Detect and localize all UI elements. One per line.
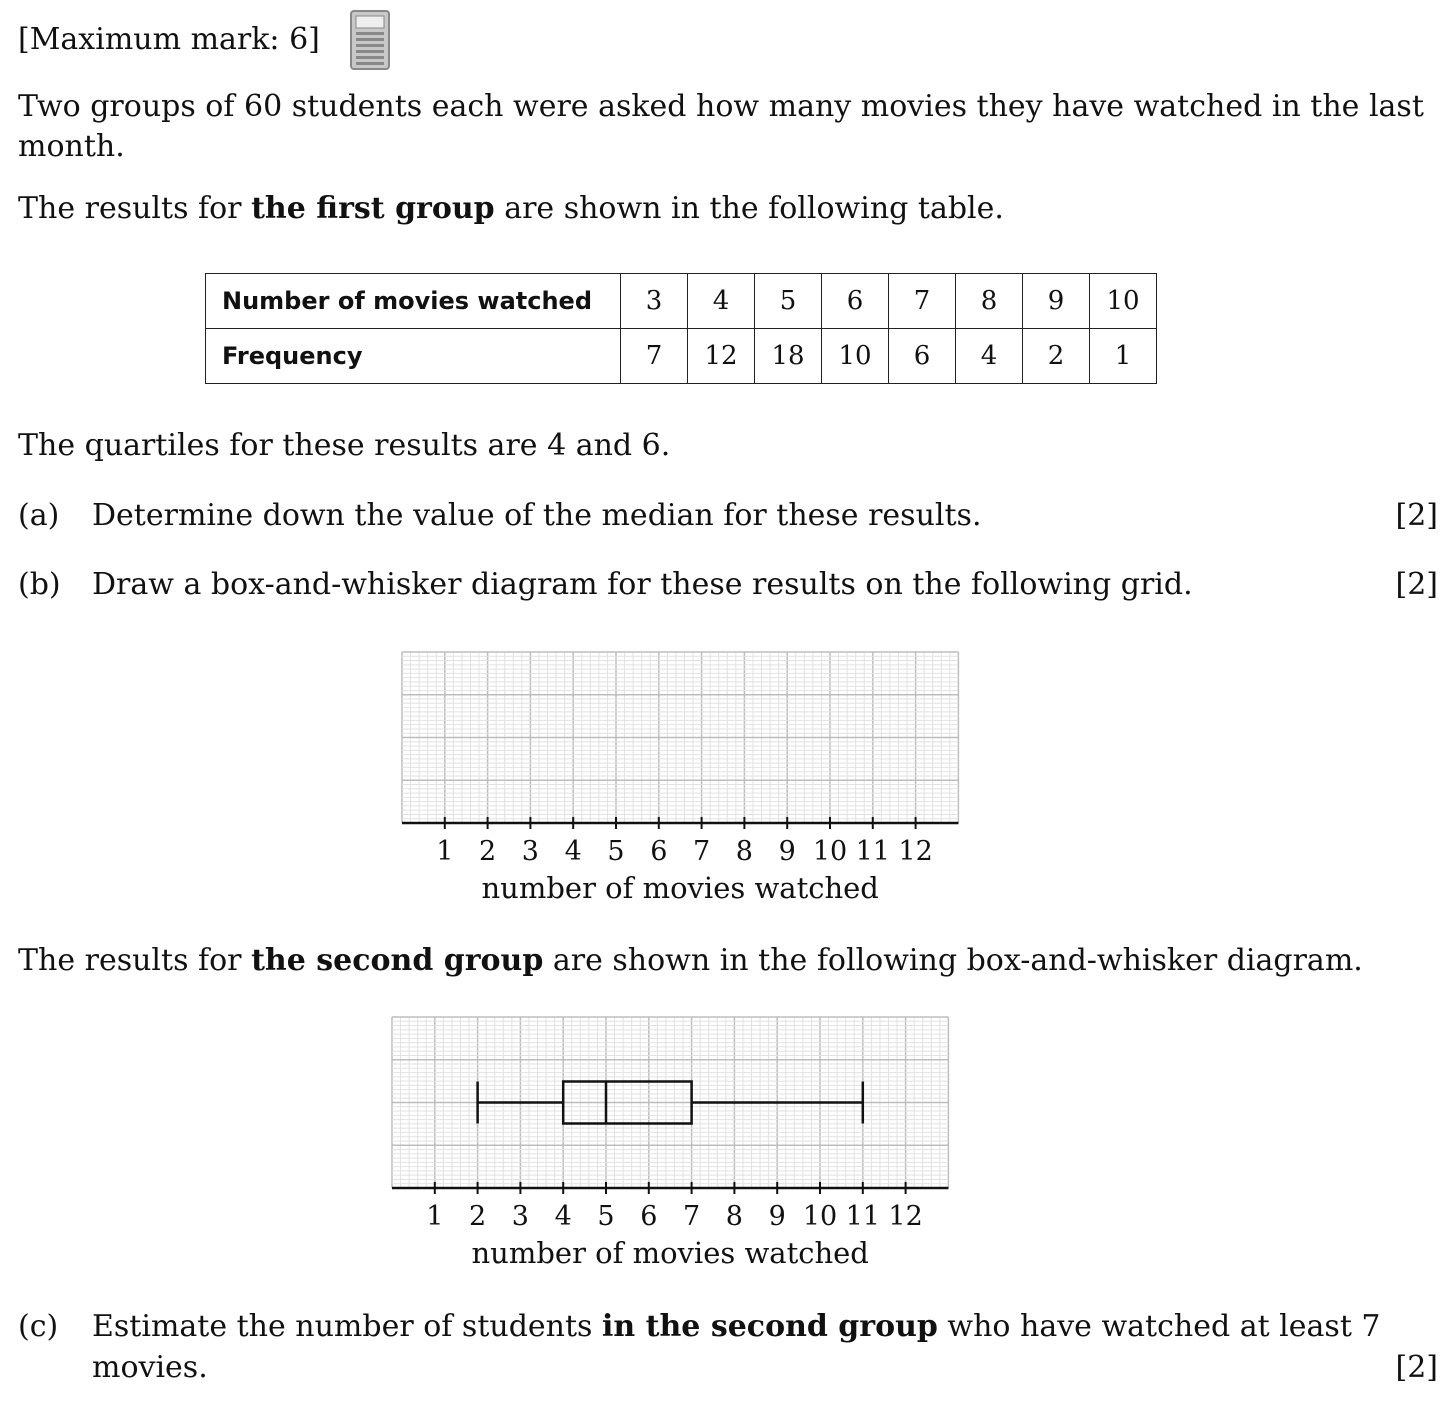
x-tick-label: 2	[479, 836, 497, 867]
part-c-post: who have watched at least 7	[937, 1309, 1381, 1344]
part-c-line-2: movies.	[92, 1350, 208, 1385]
table-cell: 4	[688, 274, 755, 329]
x-tick-label: 10	[802, 1201, 838, 1232]
x-tick-label: 6	[650, 836, 668, 867]
part-c-label: (c)	[18, 1309, 59, 1344]
table-cell: 6	[822, 274, 889, 329]
x-tick-label: 12	[898, 836, 933, 867]
second-group-boxplot	[370, 1005, 970, 1275]
table-cell: 8	[956, 274, 1023, 329]
table-cell: 10	[822, 329, 889, 384]
table-cell: 9	[1023, 274, 1090, 329]
table-cell: 12	[688, 329, 755, 384]
second-group-pre: The results for	[18, 943, 252, 978]
part-c-text	[92, 1307, 1381, 1347]
first-group-pre: The results for	[18, 191, 252, 226]
x-tick-label: 2	[469, 1201, 487, 1232]
x-tick-label: 4	[554, 1201, 572, 1232]
x-axis-label: number of movies watched	[481, 871, 879, 905]
intro-line-2: month.	[18, 129, 125, 164]
x-tick-label: 3	[521, 836, 539, 867]
quartiles-text: The quartiles for these results are 4 and 6.	[18, 428, 671, 463]
x-tick-label: 8	[725, 1201, 743, 1232]
x-tick-label: 7	[693, 836, 711, 867]
first-group-post: are shown in the following table.	[494, 191, 1004, 226]
frequency-table	[205, 273, 1157, 384]
intro-line-1: Two groups of 60 students each were asked how many movies they have watched in the last	[18, 89, 1424, 124]
row-label-movies: Number of movies watched	[206, 274, 621, 329]
empty-boxplot-grid[interactable]	[380, 640, 980, 910]
part-c-bold: in the second group	[601, 1309, 938, 1344]
table-cell: 3	[621, 274, 688, 329]
x-tick-label: 7	[683, 1201, 701, 1232]
table-cell: 6	[889, 329, 956, 384]
row-label-frequency: Frequency	[206, 329, 621, 384]
x-tick-label: 9	[768, 1201, 786, 1232]
maximum-mark: [Maximum mark: 6]	[18, 22, 320, 57]
table-cell: 10	[1090, 274, 1157, 329]
part-c-marks: [2]	[1395, 1350, 1438, 1385]
x-tick-label: 4	[564, 836, 582, 867]
part-a-label: (a)	[18, 498, 60, 533]
second-group-bold: the second group	[251, 943, 544, 978]
table-row-frequency	[206, 329, 1157, 384]
second-group-sentence	[18, 941, 1363, 981]
first-group-sentence	[18, 189, 1004, 229]
part-a-text: Determine down the value of the median for these results.	[92, 498, 982, 533]
x-axis-label: number of movies watched	[471, 1236, 869, 1270]
part-a-marks: [2]	[1395, 498, 1438, 533]
table-cell: 4	[956, 329, 1023, 384]
table-cell: 18	[755, 329, 822, 384]
part-b-marks: [2]	[1395, 567, 1438, 602]
table-cell: 7	[889, 274, 956, 329]
part-b-text: Draw a box-and-whisker diagram for these results on the following grid.	[92, 567, 1193, 602]
table-cell: 5	[755, 274, 822, 329]
x-tick-label: 9	[778, 836, 796, 867]
x-tick-label: 6	[640, 1201, 658, 1232]
second-group-post: are shown in the following box-and-whisker diagram.	[543, 943, 1363, 978]
x-tick-label: 11	[845, 1201, 880, 1232]
x-tick-label: 1	[436, 836, 454, 867]
part-c-pre: Estimate the number of students	[92, 1309, 602, 1344]
table-row-movies	[206, 274, 1157, 329]
table-cell: 1	[1090, 329, 1157, 384]
table-cell: 2	[1023, 329, 1090, 384]
part-b-label: (b)	[18, 567, 61, 602]
x-tick-label: 5	[597, 1201, 615, 1232]
x-tick-label: 1	[426, 1201, 444, 1232]
x-tick-label: 5	[607, 836, 625, 867]
calculator-icon	[350, 10, 390, 70]
first-group-bold: the first group	[251, 191, 495, 226]
x-tick-label: 11	[855, 836, 890, 867]
x-tick-label: 12	[888, 1201, 923, 1232]
x-tick-label: 8	[735, 836, 753, 867]
x-tick-label: 10	[812, 836, 848, 867]
x-tick-label: 3	[511, 1201, 529, 1232]
table-cell: 7	[621, 329, 688, 384]
